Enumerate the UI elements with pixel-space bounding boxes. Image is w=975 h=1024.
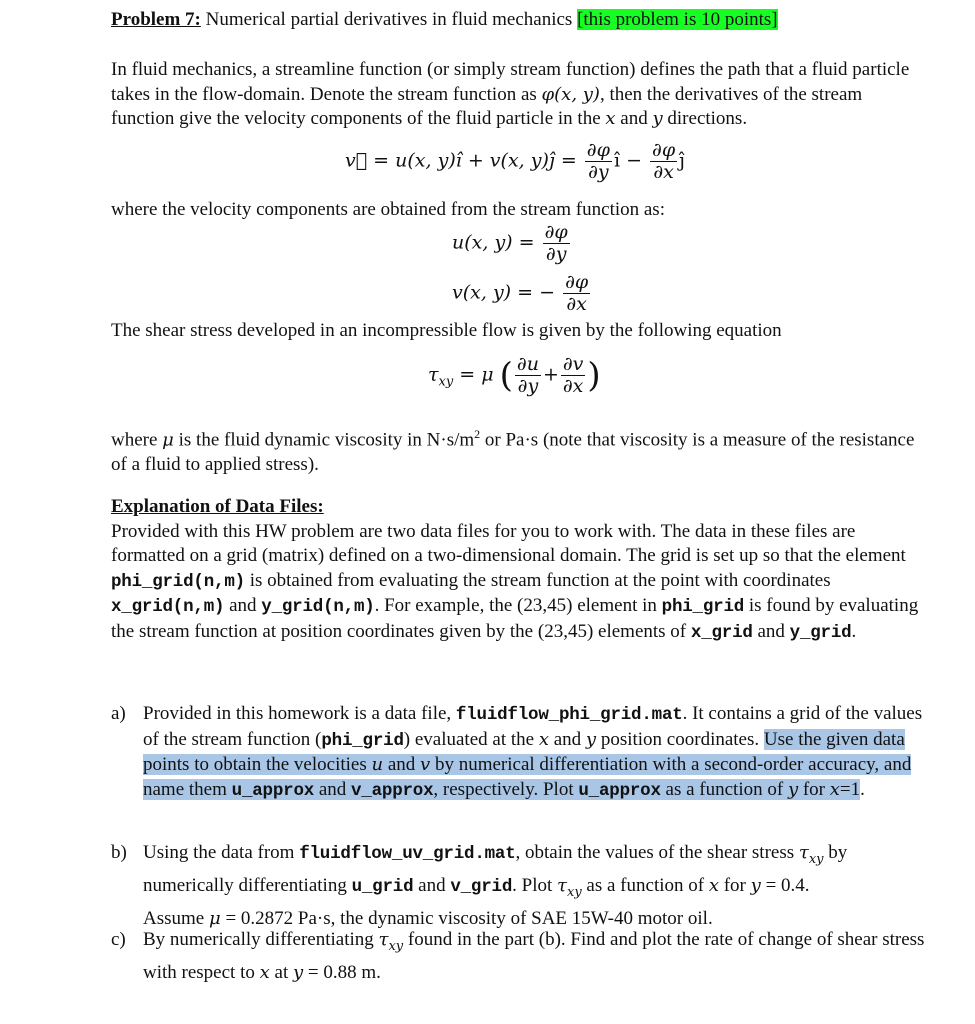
code-y-grid: y_grid bbox=[789, 622, 852, 643]
numerator: ∂φ bbox=[565, 271, 589, 293]
code-u-grid: u_grid bbox=[351, 876, 414, 897]
shear-stress-equation bbox=[428, 354, 601, 397]
tau-subscript: xy bbox=[388, 938, 404, 954]
tau-symbol: τ bbox=[798, 842, 809, 863]
text: position coordinates. bbox=[596, 728, 760, 750]
denominator: ∂y bbox=[545, 243, 567, 265]
text: for bbox=[718, 874, 751, 896]
denominator: ∂y bbox=[588, 161, 609, 183]
plus-sign: + bbox=[542, 363, 559, 386]
text: . bbox=[860, 778, 865, 800]
code-phi-file: fluidflow_phi_grid.mat bbox=[455, 705, 683, 725]
document-page bbox=[111, 8, 926, 132]
text: and bbox=[224, 595, 262, 616]
part-a bbox=[111, 702, 926, 803]
data-files-heading: Explanation of Data Files: bbox=[111, 496, 324, 517]
text: and bbox=[752, 620, 790, 642]
code-x-grid: x_grid bbox=[690, 622, 753, 643]
text: or Pa·s (note that viscosity is a measure of the resistance of a fluid to applied stress). bbox=[111, 429, 915, 475]
code-y-grid-nm: y_grid(n,m) bbox=[261, 597, 375, 617]
text: as a function of bbox=[581, 874, 709, 896]
part-a-label: a) bbox=[111, 703, 126, 724]
numerator: ∂v bbox=[562, 353, 584, 375]
numerator: ∂φ bbox=[544, 221, 568, 243]
v-symbol: v bbox=[420, 754, 431, 775]
text: and bbox=[548, 728, 586, 750]
part-b-body bbox=[143, 840, 926, 932]
i-hat: î bbox=[613, 149, 621, 172]
x-symbol: x bbox=[605, 108, 616, 129]
u-equation bbox=[452, 222, 572, 265]
tau-symbol: τ bbox=[428, 363, 439, 386]
text: , respectively. Plot bbox=[433, 778, 579, 800]
text: is the fluid dynamic viscosity in N·s/m bbox=[173, 429, 475, 451]
v-lhs: v(x, y) = − bbox=[452, 281, 556, 304]
x-symbol: x bbox=[538, 728, 549, 750]
text: where bbox=[111, 429, 163, 451]
denominator: ∂x bbox=[562, 375, 584, 397]
part-c-label: c) bbox=[111, 929, 126, 950]
text: Use the given data points to obtain the velocities bbox=[143, 728, 905, 775]
tau-subscript: xy bbox=[438, 374, 454, 390]
numerator: ∂φ bbox=[652, 139, 676, 161]
u-lhs: u(x, y) = bbox=[452, 231, 535, 254]
dphi-dx-fraction bbox=[650, 140, 677, 183]
y-symbol: y bbox=[750, 874, 761, 896]
text: by numerically differentiating bbox=[143, 842, 848, 896]
y-symbol: y bbox=[292, 961, 304, 983]
text: ) evaluated at the bbox=[403, 728, 539, 750]
text: = 0.88 m. bbox=[303, 961, 381, 983]
mu-symbol: μ bbox=[208, 907, 221, 929]
shear-stress-intro: The shear stress developed in an incompressible flow is given by the following equation bbox=[111, 320, 782, 341]
code-v-grid: v_grid bbox=[450, 876, 513, 897]
intro-text: , then the derivatives of the stream function give the velocity components of the fluid particle in the bbox=[111, 83, 863, 129]
y-symbol: y bbox=[652, 108, 663, 129]
code-uv-file: fluidflow_uv_grid.mat bbox=[299, 844, 516, 864]
numerator: ∂φ bbox=[586, 139, 610, 161]
text: is obtained from evaluating the stream function at the point with coordinates bbox=[244, 569, 831, 591]
velocity-equation bbox=[345, 140, 685, 183]
text: Using the data from bbox=[143, 842, 300, 863]
tau-subscript: xy bbox=[566, 884, 582, 900]
text: and bbox=[413, 874, 451, 896]
stream-function-symbol: φ(x, y) bbox=[541, 83, 600, 105]
code-phi-grid-nm: phi_grid(n,m) bbox=[111, 571, 245, 592]
text: =1 bbox=[839, 778, 861, 800]
text: by numerical differentiation with a second-order accuracy, and name them bbox=[143, 754, 912, 800]
text: . Plot bbox=[512, 874, 558, 896]
intro-text: and bbox=[615, 108, 653, 129]
text: By numerically differentiating bbox=[143, 929, 379, 950]
dphi-dy-fraction bbox=[543, 222, 570, 265]
text: is found by evaluating the stream function at position coordinates given by the (23,45) elements of bbox=[111, 595, 919, 642]
part-c bbox=[111, 927, 926, 986]
minus-sign: − bbox=[626, 149, 642, 172]
denominator: ∂y bbox=[517, 375, 539, 397]
superscript: 2 bbox=[474, 427, 481, 441]
j-hat: ĵ bbox=[679, 149, 686, 172]
data-files-paragraph bbox=[111, 520, 926, 646]
part-b-label: b) bbox=[111, 842, 127, 863]
denominator: ∂x bbox=[566, 293, 587, 315]
velocity-lhs: v⃗ = u(x, y)î + v(x, y)ĵ = bbox=[345, 149, 577, 172]
text: Provided in this homework is a data file, bbox=[143, 703, 456, 724]
tau-subscript: xy bbox=[808, 851, 824, 867]
text: and bbox=[383, 754, 421, 775]
tau-symbol: τ bbox=[557, 874, 567, 896]
text: , obtain the values of the shear stress bbox=[515, 842, 799, 863]
text: and bbox=[314, 778, 351, 800]
text: for bbox=[798, 778, 830, 800]
problem-label: Problem 7: bbox=[111, 9, 201, 30]
velocity-components-text: where the velocity components are obtained from the stream function as: bbox=[111, 199, 665, 220]
code-x-grid-nm: x_grid(n,m) bbox=[111, 597, 225, 617]
text: = 0.2872 Pa·s, the dynamic viscosity of SAE 15W-40 motor oil. bbox=[220, 907, 713, 929]
text: found in the part (b). Find and plot the rate of change of shear stress with respect to bbox=[143, 929, 925, 983]
denominator: ∂x bbox=[653, 161, 674, 183]
close-paren: ) bbox=[587, 355, 601, 396]
mu-symbol: = μ bbox=[453, 363, 494, 386]
intro-paragraph bbox=[111, 58, 926, 132]
code-v-approx: v_approx bbox=[351, 780, 434, 801]
x-symbol: x bbox=[708, 874, 719, 896]
dphi-dx-fraction bbox=[563, 272, 590, 315]
x-symbol: x bbox=[259, 961, 270, 983]
data-files-section bbox=[111, 495, 926, 645]
y-symbol: y bbox=[585, 728, 597, 750]
intro-text: directions. bbox=[662, 108, 748, 129]
intro-text: In fluid mechanics, a streamline function (or simply stream function) defines the path that a fluid particle takes in the flow-domain. Denote the stream function as bbox=[111, 59, 910, 105]
code-phi-grid: phi_grid bbox=[321, 730, 404, 751]
dv-dx-fraction bbox=[561, 354, 586, 397]
part-b bbox=[111, 840, 926, 932]
dphi-dy-fraction bbox=[585, 140, 612, 183]
open-paren: ( bbox=[499, 355, 513, 396]
problem-title-line bbox=[111, 8, 926, 34]
text: as a function of bbox=[660, 778, 788, 800]
viscosity-paragraph bbox=[111, 422, 926, 477]
code-u-approx: u_approx bbox=[578, 780, 661, 801]
problem-title: Numerical partial derivatives in fluid mechanics bbox=[205, 9, 573, 30]
code-phi-grid: phi_grid bbox=[661, 597, 745, 617]
part-a-body bbox=[143, 702, 926, 803]
mu-symbol: μ bbox=[162, 429, 174, 451]
code-u-approx: u_approx bbox=[231, 780, 315, 801]
text: . It contains a grid of the values of the stream function ( bbox=[143, 703, 923, 750]
tau-symbol: τ bbox=[378, 929, 389, 950]
du-dy-fraction bbox=[515, 354, 541, 397]
numerator: ∂u bbox=[516, 353, 539, 375]
text: at bbox=[269, 961, 293, 983]
text: Assume bbox=[143, 907, 209, 929]
u-symbol: u bbox=[371, 754, 384, 775]
x-symbol: x bbox=[829, 778, 840, 800]
text: = 0.4. bbox=[760, 874, 810, 896]
part-c-body bbox=[143, 927, 926, 986]
text: Provided with this HW problem are two data files for you to work with. The data in these files are formatted on a grid (matrix) defined on a two-dimensional domain. The grid is set up so that the element bbox=[111, 520, 906, 566]
points-note: [this problem is 10 points] bbox=[577, 9, 778, 30]
y-symbol: y bbox=[787, 778, 799, 800]
text: . bbox=[851, 620, 857, 642]
v-equation bbox=[452, 272, 592, 315]
text: . For example, the (23,45) element in bbox=[374, 595, 662, 616]
